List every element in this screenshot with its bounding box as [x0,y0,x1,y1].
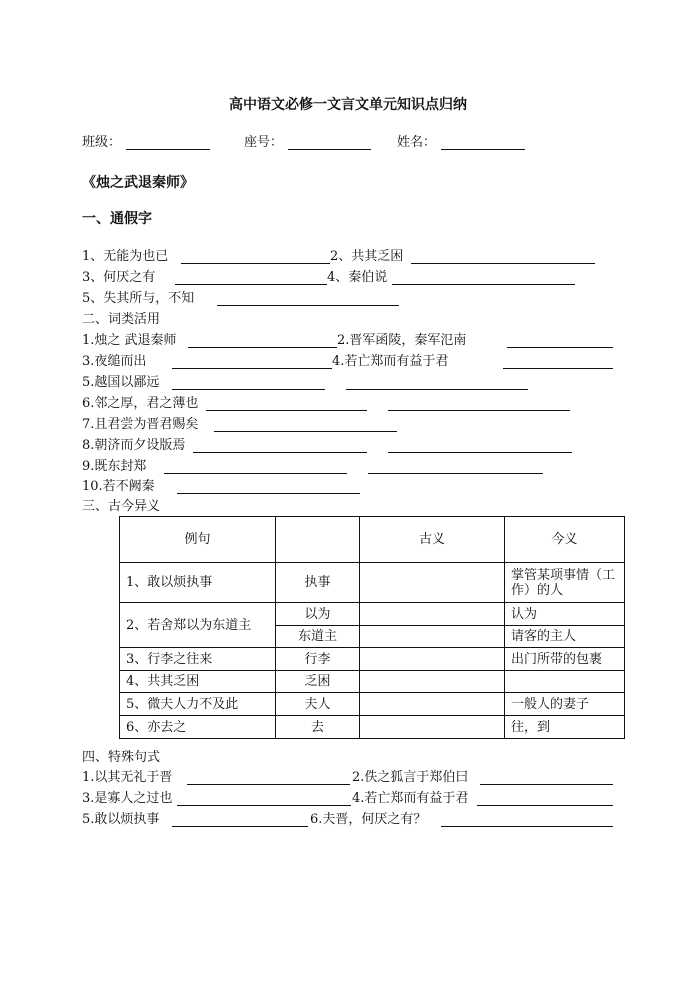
modern-meaning-cell[interactable] [505,671,625,693]
answer-blank[interactable] [392,284,575,285]
word-cell: 以为 [276,603,360,626]
table-row [120,716,625,739]
answer-blank[interactable] [480,784,613,785]
question-text: 2.佚之狐言于郑伯曰 [352,770,469,785]
word-cell: 夫人 [276,693,360,716]
answer-blank[interactable] [172,826,308,827]
answer-blank[interactable] [164,473,347,474]
answer-blank[interactable] [503,368,613,369]
answer-blank[interactable] [388,410,570,411]
header-cell: 例句 [120,517,276,563]
answer-blank[interactable] [214,431,397,432]
answer-blank[interactable] [388,452,572,453]
modern-meaning-cell: 出门所带的包裹 [505,648,625,671]
answer-blank[interactable] [181,263,330,264]
header-cell: 今义 [505,517,625,563]
question-text: 1.烛之 武退秦师 [82,333,177,348]
section-heading: 三、古今异义 [82,499,161,514]
table-row [120,603,625,626]
class-label: 班级： [82,135,122,150]
lesson-title: 《烛之武退秦师》 [82,175,194,191]
seat-field[interactable] [288,149,371,150]
answer-blank[interactable] [441,826,613,827]
ancient-meaning-cell[interactable] [360,671,505,693]
name-label: 姓名： [397,135,437,150]
ancient-meaning-cell[interactable] [360,626,505,648]
word-cell: 去 [276,716,360,739]
answer-blank[interactable] [411,263,595,264]
ancient-meaning-cell[interactable] [360,603,505,626]
question-text: 9.既东封郑 [82,459,147,474]
ancient-meaning-cell[interactable] [360,563,505,603]
sentence-cell: 4、共其乏困 [120,671,276,693]
table-row [120,648,625,671]
modern-meaning-cell: 掌管某项事情（工作）的人 [505,563,625,603]
question-text: 5.越国以鄙远 [82,375,160,390]
word-cell: 东道主 [276,626,360,648]
sentence-cell: 1、敢以烦执事 [120,563,276,603]
answer-blank[interactable] [177,805,351,806]
sentence-cell: 6、亦去之 [120,716,276,739]
answer-blank[interactable] [477,805,613,806]
question-text: 2.晋军函陵，秦军氾南 [337,333,467,348]
answer-blank[interactable] [188,347,337,348]
page-title: 高中语文必修一文言文单元知识点归纳 [229,97,467,113]
question-text: 2、共其乏困 [330,249,404,264]
answer-blank[interactable] [177,493,360,494]
question-text: 1、无能为也已 [82,249,169,264]
section-heading: 四、特殊句式 [82,750,161,765]
header-cell: 古义 [360,517,505,563]
question-text: 3.夜缒而出 [82,354,147,369]
answer-blank[interactable] [206,410,367,411]
answer-blank[interactable] [172,368,332,369]
question-text: 8.朝济而夕设版焉 [82,438,186,453]
sentence-cell: 2、若舍郑以为东道主 [120,603,276,648]
question-text: 6.邻之厚，君之薄也 [82,396,199,411]
sentence-cell: 5、微夫人力不及此 [120,693,276,716]
ancient-meaning-cell[interactable] [360,648,505,671]
answer-blank[interactable] [175,284,327,285]
question-text: 3.是寡人之过也 [82,791,173,806]
question-text: 4.若亡郑而有益于君 [332,354,449,369]
question-text: 4.若亡郑而有益于君 [352,791,469,806]
question-text: 4、秦伯说 [327,270,388,285]
seat-label: 座号： [244,135,284,150]
ancient-meaning-cell[interactable] [360,716,505,739]
question-text: 5.敢以烦执事 [82,812,160,827]
answer-blank[interactable] [507,347,613,348]
header-cell [276,517,360,563]
table-row [120,671,625,693]
question-text: 3、何厌之有 [82,270,156,285]
modern-meaning-cell: 认为 [505,603,625,626]
word-cell: 行李 [276,648,360,671]
table-row [120,693,625,716]
question-text: 5、失其所与，不知 [82,291,195,306]
answer-blank[interactable] [346,389,528,390]
question-text: 6.夫晋，何厌之有？ [310,812,427,827]
word-cell: 执事 [276,563,360,603]
answer-blank[interactable] [193,452,367,453]
section-heading: 二、词类活用 [82,312,161,327]
word-cell: 乏困 [276,671,360,693]
question-text: 10.若不阙秦 [82,479,155,494]
table-row [120,563,625,603]
answer-blank[interactable] [187,784,350,785]
ancient-meaning-cell[interactable] [360,693,505,716]
modern-meaning-cell: 请客的主人 [505,626,625,648]
question-text: 1.以其无礼于晋 [82,770,173,785]
table-header-row [120,517,625,563]
sentence-cell: 3、行李之往来 [120,648,276,671]
answer-blank[interactable] [368,473,543,474]
section-heading: 一、通假字 [82,211,152,227]
answer-blank[interactable] [217,305,399,306]
question-text: 7.且君尝为晋君赐矣 [82,417,199,432]
answer-blank[interactable] [172,389,325,390]
modern-meaning-cell: 往，到 [505,716,625,739]
name-field[interactable] [441,149,525,150]
modern-meaning-cell: 一般人的妻子 [505,693,625,716]
ancient-modern-table [119,516,625,739]
class-field[interactable] [126,149,210,150]
